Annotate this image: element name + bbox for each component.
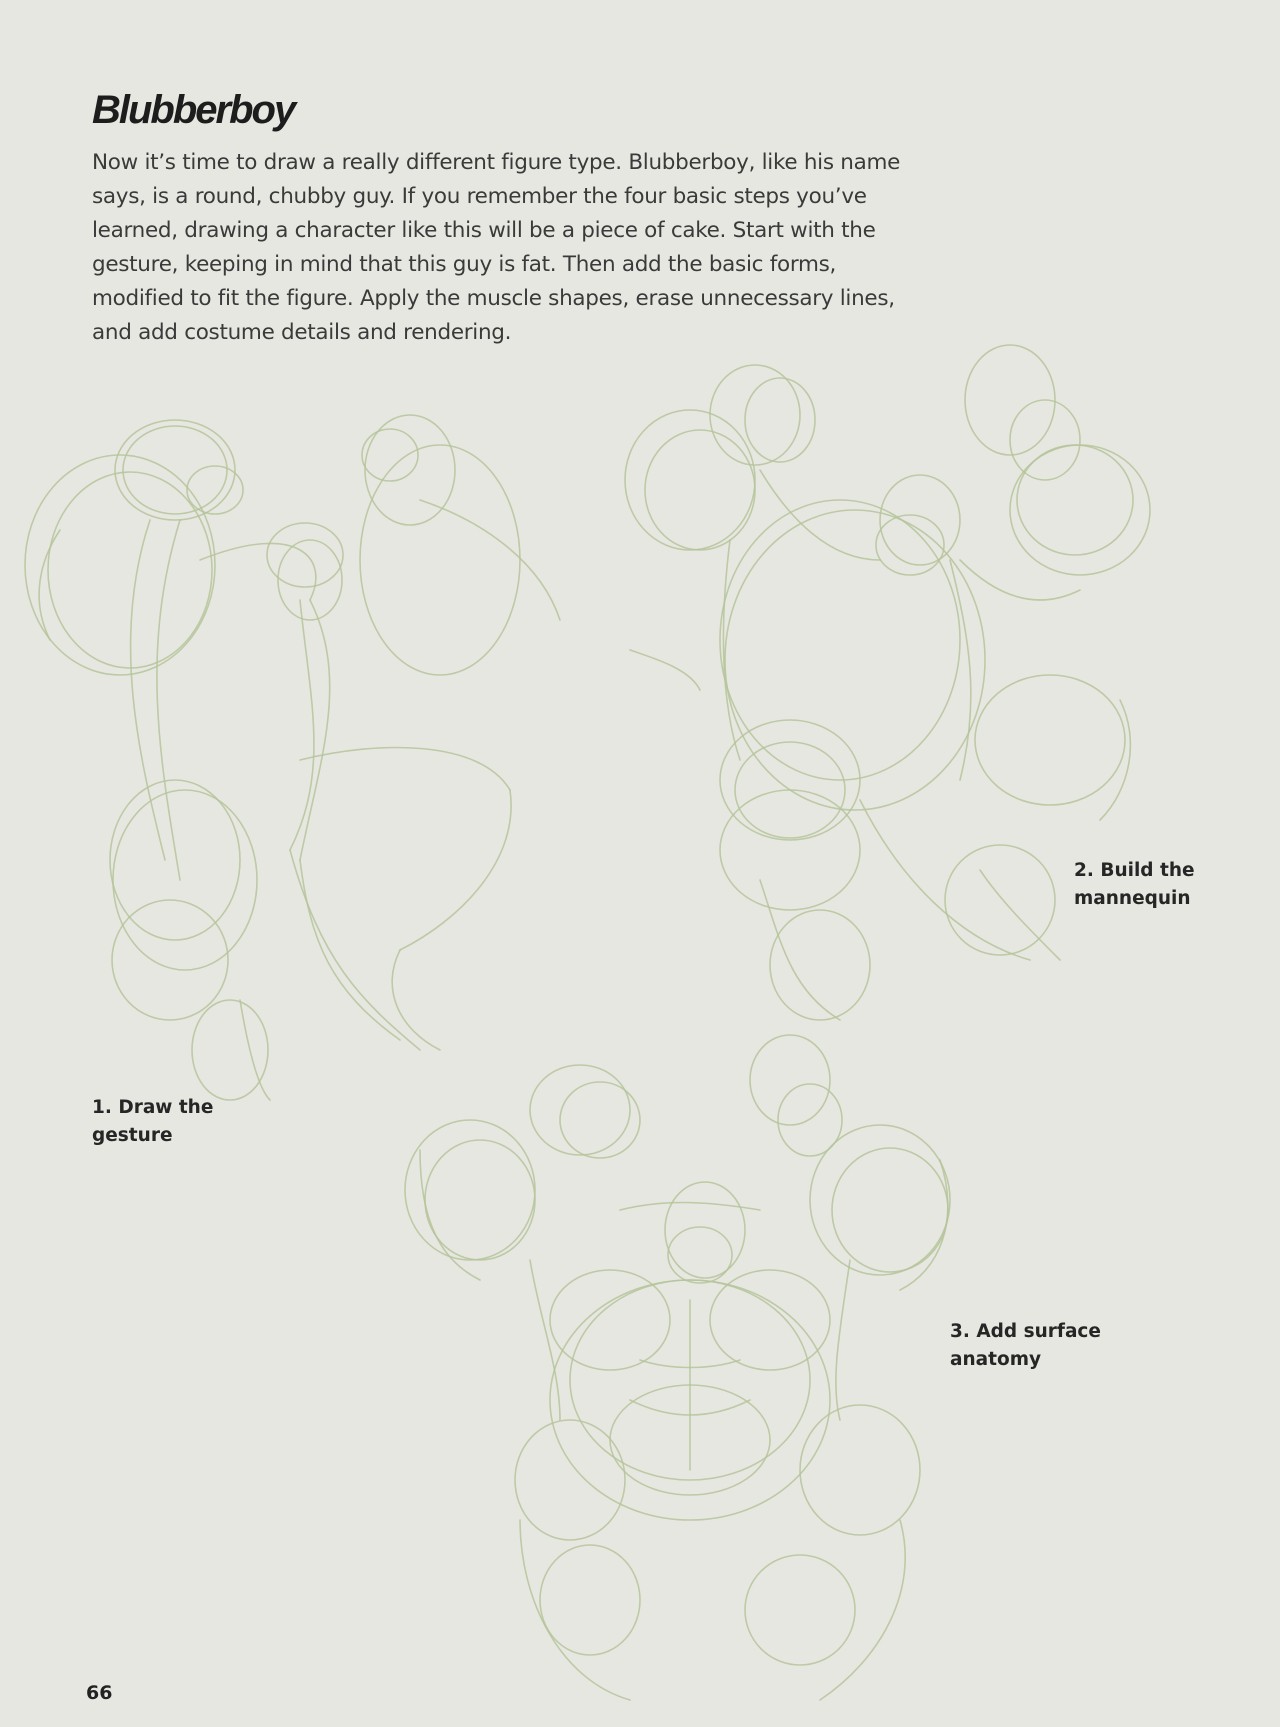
step-2-line1: 2. Build the bbox=[1074, 860, 1195, 881]
step-1-caption bbox=[92, 1094, 232, 1150]
step-3-line2: anatomy bbox=[950, 1349, 1042, 1370]
step-3-caption bbox=[950, 1318, 1150, 1374]
step-1-line2: gesture bbox=[92, 1125, 173, 1146]
intro-paragraph: Now it’s time to draw a really different figure type. Blubberboy, like his name says, is a round, chubby guy. If you remember the four basic steps you’ve learned, drawing a character like this will be a piece of cake. Start with the gesture, keeping in mind that this guy is fat. Then add the basic forms, modified to fit the figure. Apply the muscle shapes, erase unnecessary lines, and add costume details and rendering. bbox=[92, 150, 901, 345]
step-1-line1: 1. Draw the bbox=[92, 1097, 214, 1118]
page-title: Blubberboy bbox=[92, 88, 295, 132]
step-3-line1: 3. Add surface bbox=[950, 1321, 1101, 1342]
step-2-line2: mannequin bbox=[1074, 888, 1191, 909]
anatomy-figure bbox=[405, 1035, 950, 1700]
step-2-caption bbox=[1074, 857, 1214, 913]
page-number: 66 bbox=[86, 1682, 113, 1704]
